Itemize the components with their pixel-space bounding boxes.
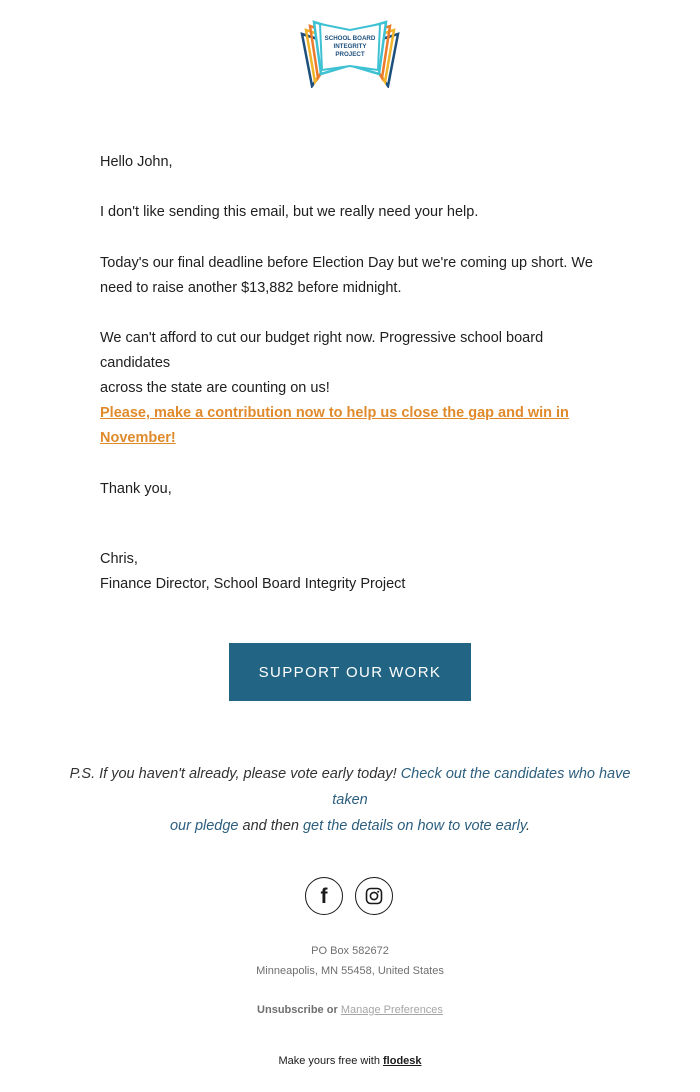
support-our-work-button[interactable]: SUPPORT OUR WORK <box>229 643 471 701</box>
postscript <box>50 761 650 839</box>
address-line2: Minneapolis, MN 55458, United States <box>256 965 444 977</box>
postscript-middle: and then <box>238 818 303 834</box>
paragraph-need-help: I don't like sending this email, but we really need your help. <box>100 204 479 220</box>
made-with-text: Make yours free with <box>278 1055 384 1067</box>
candidates-pledge-link-part2: our pledge <box>169 818 239 834</box>
logo-text-line2: INTEGRITY <box>333 43 367 50</box>
paragraph-deadline-line1: Today's our final deadline before Election Day but we're coming up short. We <box>100 255 593 271</box>
postscript-end: . <box>526 818 531 834</box>
signature <box>100 547 610 597</box>
paragraph-budget-line2: across the state are counting on us! <box>100 380 330 396</box>
paragraph-budget <box>100 326 610 401</box>
paragraph-deadline <box>100 251 610 301</box>
vote-early-details-link[interactable]: get the details on how to vote early <box>302 818 526 834</box>
manage-preferences-link[interactable]: Manage Preferences <box>340 1004 443 1016</box>
logo-text-line1: SCHOOL BOARD <box>324 35 376 42</box>
or-separator: or <box>323 1004 341 1016</box>
school-board-integrity-project-logo <box>298 16 402 88</box>
contribution-link[interactable] <box>100 405 569 446</box>
address-line1: PO Box 582672 <box>311 945 389 957</box>
closing: Thank you, <box>100 481 172 497</box>
signature-name: Chris, <box>100 551 138 567</box>
flodesk-link[interactable]: flodesk <box>383 1055 422 1067</box>
contribution-link-line2: November! <box>100 430 176 446</box>
greeting: Hello John, <box>100 154 173 170</box>
facebook-icon[interactable]: f <box>305 877 343 915</box>
paragraph-deadline-line2: need to raise another $13,882 before midnight. <box>100 280 402 296</box>
preferences-row <box>0 1004 700 1016</box>
contribution-appeal <box>100 401 610 451</box>
paragraph-budget-line1: We can't afford to cut our budget right now. Progressive school board candidates <box>100 330 544 371</box>
candidates-pledge-link-part1: Check out the candidates who have taken <box>332 766 631 808</box>
made-with-flodesk <box>0 1055 700 1067</box>
postscript-lead: P.S. If you haven't already, please vote early today! <box>69 766 401 782</box>
signature-title: Finance Director, School Board Integrity Project <box>100 576 406 592</box>
instagram-icon[interactable] <box>355 877 393 915</box>
contribution-link-line1: Please, make a contribution now to help us close the gap and win in <box>100 405 569 421</box>
logo-text-line3: PROJECT <box>335 51 365 58</box>
unsubscribe-link[interactable]: Unsubscribe <box>257 1004 324 1016</box>
